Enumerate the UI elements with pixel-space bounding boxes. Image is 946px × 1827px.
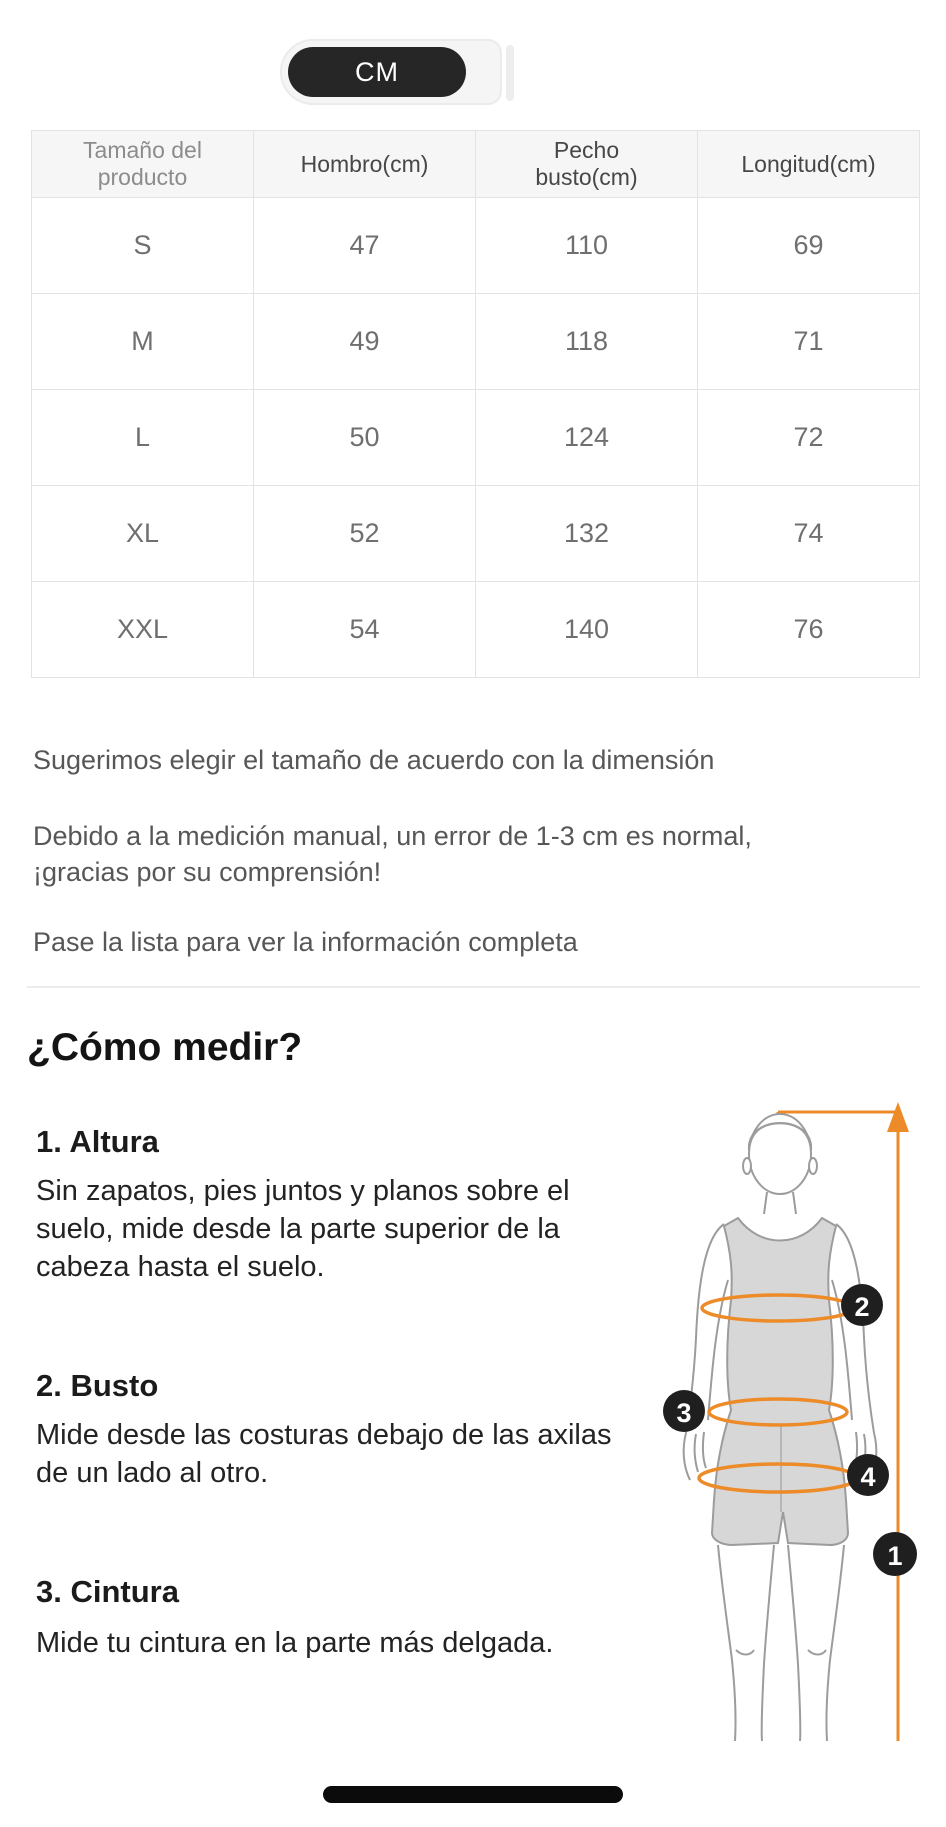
table-cell: 52 xyxy=(254,486,476,582)
table-cell: 49 xyxy=(254,294,476,390)
unit-toggle xyxy=(280,39,502,105)
table-cell: 74 xyxy=(698,486,920,582)
table-cell: 71 xyxy=(698,294,920,390)
unit-toggle-edge xyxy=(506,45,514,101)
table-cell: 110 xyxy=(476,198,698,294)
body-measurement-figure xyxy=(640,1088,946,1748)
how-to-measure-title: ¿Cómo medir? xyxy=(27,1026,303,1069)
size-label-cell: XXL xyxy=(32,582,254,678)
marker-badge-1 xyxy=(873,1532,917,1576)
table-cell: 118 xyxy=(476,294,698,390)
marker-label-4: 4 xyxy=(860,1462,876,1492)
header-length: Longitud(cm) xyxy=(698,131,920,198)
table-cell: 124 xyxy=(476,390,698,486)
step-cintura-heading: 3. Cintura xyxy=(36,1574,179,1609)
arrowhead-up-icon xyxy=(887,1102,909,1132)
size-label-cell: M xyxy=(32,294,254,390)
table-cell: 72 xyxy=(698,390,920,486)
note-measure-error: Debido a la medición manual, un error de 1-3 cm es normal, ¡gracias por su comprensión! xyxy=(33,821,752,887)
marker-badge-3 xyxy=(663,1390,705,1432)
table-row xyxy=(32,486,920,582)
person-outline xyxy=(684,1114,877,1741)
header-chest: Pecho busto(cm) xyxy=(476,131,698,198)
table-row xyxy=(32,390,920,486)
step-altura-heading: 1. Altura xyxy=(36,1124,159,1159)
table-cell: 54 xyxy=(254,582,476,678)
table-cell: 50 xyxy=(254,390,476,486)
step-altura-description: Sin zapatos, pies juntos y planos sobre el suelo, mide desde la parte superior de la cabeza hasta el suelo. xyxy=(36,1175,570,1283)
marker-label-1: 1 xyxy=(887,1541,903,1571)
table-row xyxy=(32,198,920,294)
table-row xyxy=(32,294,920,390)
header-product-size: Tamaño del producto xyxy=(32,131,254,198)
size-table xyxy=(31,130,920,678)
size-label-cell: S xyxy=(32,198,254,294)
unit-toggle-cm-label: CM xyxy=(355,56,399,87)
marker-badge-2 xyxy=(841,1284,883,1326)
step-busto-description: Mide desde las costuras debajo de las axilas de un lado al otro. xyxy=(36,1419,612,1489)
step-busto-heading: 2. Busto xyxy=(36,1368,159,1403)
table-cell: 47 xyxy=(254,198,476,294)
table-cell: 76 xyxy=(698,582,920,678)
note-swipe-hint: Pase la lista para ver la información completa xyxy=(33,927,578,957)
size-label-cell: XL xyxy=(32,486,254,582)
table-cell: 132 xyxy=(476,486,698,582)
size-label-cell: L xyxy=(32,390,254,486)
size-table-header-row xyxy=(32,131,920,198)
marker-label-2: 2 xyxy=(854,1292,870,1322)
section-divider xyxy=(27,986,920,988)
table-cell: 69 xyxy=(698,198,920,294)
table-cell: 140 xyxy=(476,582,698,678)
table-row xyxy=(32,582,920,678)
marker-badge-4 xyxy=(847,1454,889,1496)
home-indicator[interactable] xyxy=(323,1786,623,1803)
note-suggestion: Sugerimos elegir el tamaño de acuerdo con la dimensión xyxy=(33,745,715,775)
marker-label-3: 3 xyxy=(676,1398,692,1428)
unit-toggle-cm-button[interactable] xyxy=(288,47,466,97)
body-figure-svg xyxy=(640,1088,946,1748)
step-cintura-description: Mide tu cintura en la parte más delgada. xyxy=(36,1627,554,1659)
header-shoulder: Hombro(cm) xyxy=(254,131,476,198)
